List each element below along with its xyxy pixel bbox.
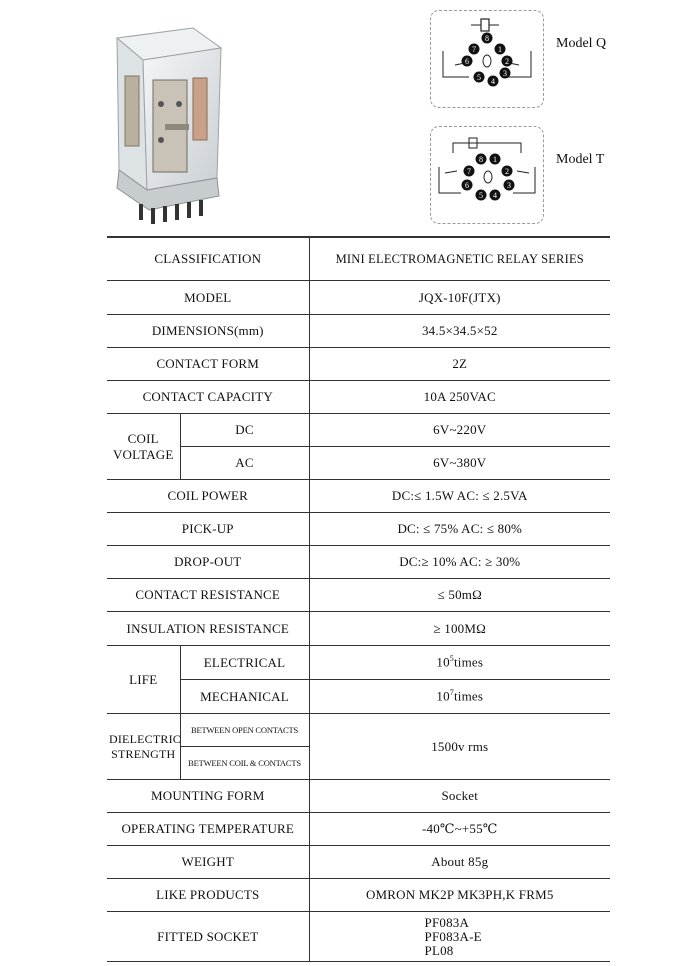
spec-value: -40℃~+55℃ [309, 813, 610, 846]
table-row [107, 381, 610, 414]
table-row [107, 813, 610, 846]
pin-label: 6 [465, 57, 469, 66]
coil-voltage-label-line2: VOLTAGE [112, 446, 174, 462]
pin-label: 3 [503, 69, 507, 78]
table-row [107, 912, 610, 962]
pin-label: 2 [505, 57, 509, 66]
table-row [107, 237, 610, 281]
spec-value: ≥ 100MΩ [309, 612, 610, 646]
coil-dc-value: 6V~220V [309, 414, 610, 447]
table-row [107, 680, 610, 714]
table-row [107, 281, 610, 315]
spec-value: DC:≥ 10% AC: ≥ 30% [309, 546, 610, 579]
life-electrical-unit: times [453, 654, 484, 670]
spec-label: FITTED SOCKET [107, 912, 309, 962]
spec-value: Socket [309, 780, 610, 813]
spec-label: CONTACT RESISTANCE [107, 579, 309, 612]
dielectric-coil-label: BETWEEN COIL & CONTACTS [180, 747, 309, 780]
life-electrical-base: 10 [436, 654, 450, 670]
life-mechanical-unit: times [453, 688, 484, 704]
pin-label: 7 [472, 45, 476, 54]
pin-label: 5 [477, 73, 481, 82]
pin-label: 5 [479, 191, 483, 200]
spec-label: PICK-UP [107, 513, 309, 546]
life-label: LIFE [107, 646, 180, 714]
table-row [107, 780, 610, 813]
spec-value: ≤ 50mΩ [309, 579, 610, 612]
spec-label: INSULATION RESISTANCE [107, 612, 309, 646]
table-row [107, 513, 610, 546]
dielectric-label [107, 714, 180, 780]
pin-label: 1 [498, 45, 502, 54]
spec-label: WEIGHT [107, 846, 309, 879]
fitted-socket-item: PF083A-E [424, 928, 482, 944]
life-mechanical-label: MECHANICAL [180, 680, 309, 714]
model-q-wiring-diagram [430, 10, 544, 108]
table-row [107, 714, 610, 747]
table-row [107, 879, 610, 912]
pin-label: 2 [505, 167, 509, 176]
spec-label: CONTACT FORM [107, 348, 309, 381]
relay-product-image [95, 20, 235, 225]
pin-label: 7 [467, 167, 471, 176]
life-mechanical-exponent: 7 [449, 688, 454, 698]
pin-label: 4 [493, 191, 497, 200]
spec-value: MINI ELECTROMAGNETIC RELAY SERIES [309, 237, 610, 281]
table-row [107, 480, 610, 513]
life-electrical-value [309, 646, 610, 680]
table-row [107, 846, 610, 879]
life-electrical-label: ELECTRICAL [180, 646, 309, 680]
table-row [107, 612, 610, 646]
table-row [107, 546, 610, 579]
spec-value: DC:≤ 1.5W AC: ≤ 2.5VA [309, 480, 610, 513]
spec-value: DC: ≤ 75% AC: ≤ 80% [309, 513, 610, 546]
table-row [107, 579, 610, 612]
pin-label: 8 [479, 155, 483, 164]
pin-label: 4 [491, 77, 495, 86]
spec-value: 34.5×34.5×52 [309, 315, 610, 348]
fitted-socket-item: PL08 [424, 942, 454, 958]
spec-label: DIMENSIONS(mm) [107, 315, 309, 348]
dielectric-value: 1500v rms [309, 714, 610, 780]
spec-value: JQX-10F(JTX) [309, 281, 610, 315]
pin-label: 8 [485, 34, 489, 43]
table-row [107, 447, 610, 480]
table-row [107, 646, 610, 680]
spec-label: DROP-OUT [107, 546, 309, 579]
model-q-label: Model Q [556, 36, 607, 51]
table-row [107, 315, 610, 348]
spec-value: 10A 250VAC [309, 381, 610, 414]
life-mechanical-value [309, 680, 610, 714]
fitted-socket-item: PF083A [424, 914, 470, 930]
spec-label: OPERATING TEMPERATURE [107, 813, 309, 846]
coil-dc-label: DC [180, 414, 309, 447]
pin-label: 6 [465, 181, 469, 190]
dielectric-label-line2: STRENGTH [111, 746, 176, 761]
spec-value: 2Z [309, 348, 610, 381]
fitted-socket-list [309, 912, 610, 962]
spec-label: COIL POWER [107, 480, 309, 513]
coil-voltage-label-line1: COIL [127, 430, 159, 446]
spec-label: LIKE PRODUCTS [107, 879, 309, 912]
table-row [107, 348, 610, 381]
spec-label: CONTACT CAPACITY [107, 381, 309, 414]
relay-spec-table [107, 236, 610, 962]
pin-label: 1 [493, 155, 497, 164]
coil-ac-label: AC [180, 447, 309, 480]
dielectric-label-line1: DIELECTRIC [109, 731, 181, 746]
spec-label: CLASSIFICATION [107, 237, 309, 281]
spec-label: MODEL [107, 281, 309, 315]
spec-value: About 85g [309, 846, 610, 879]
model-t-wiring-diagram [430, 126, 544, 224]
life-electrical-exponent: 5 [449, 654, 454, 664]
spec-value: OMRON MK2P MK3PH,K FRM5 [309, 879, 610, 912]
table-row [107, 414, 610, 447]
pin-label: 3 [507, 181, 511, 190]
spec-label: MOUNTING FORM [107, 780, 309, 813]
life-mechanical-base: 10 [436, 688, 450, 704]
coil-ac-value: 6V~380V [309, 447, 610, 480]
model-t-label: Model T [556, 152, 605, 167]
dielectric-open-label: BETWEEN OPEN CONTACTS [180, 714, 309, 747]
coil-voltage-label [107, 414, 180, 480]
